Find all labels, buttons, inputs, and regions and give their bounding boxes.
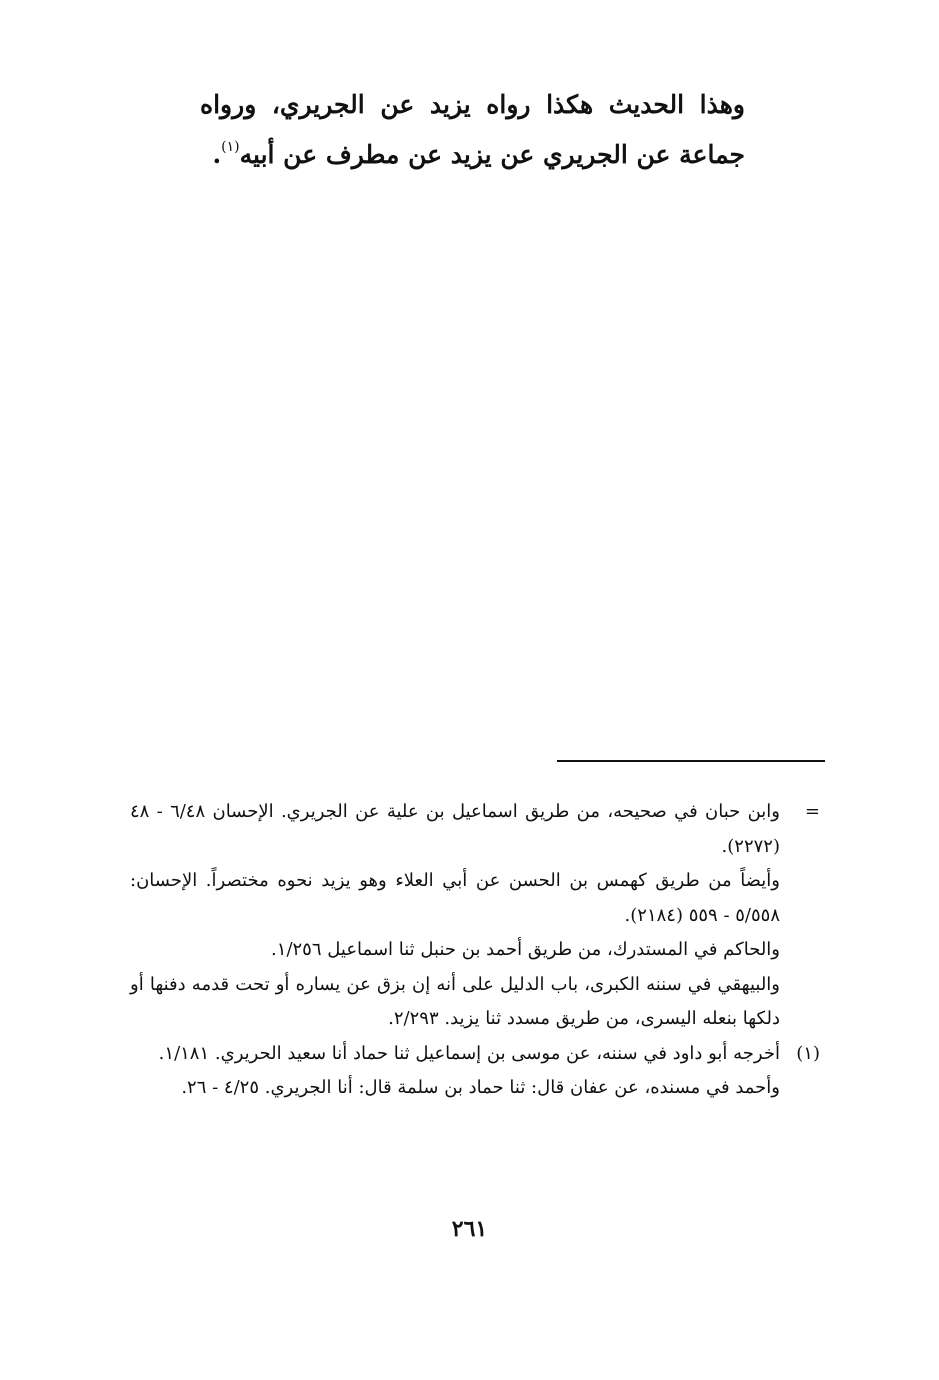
footnote-line: والبيهقي في سننه الكبرى، باب الدليل على أنه إن بزق عن يساره أو تحت قدمه دفنها أو دلكها بنعله اليسرى، من طريق مسدد ثنا يزيد. ٢/٢٩٣. <box>130 973 780 1029</box>
main-text-body: وهذا الحديث هكذا رواه يزيد عن الجريري، ورواه جماعة عن الجريري عن يزيد عن مطرف عن أبيه <box>200 90 745 169</box>
footnote-continuation <box>130 795 820 1037</box>
footnote-1 <box>130 1037 820 1106</box>
footnote-line: وابن حبان في صحيحه، من طريق اسماعيل بن علية عن الجريري. الإحسان ٦/٤٨ - ٤٨ (٢٢٧٢). <box>130 801 780 857</box>
footnote-1-marker: (١) <box>796 1042 820 1064</box>
main-text-paragraph <box>200 80 745 180</box>
footnote-reference[interactable]: (١) <box>221 139 240 155</box>
footnote-line: والحاكم في المستدرك، من طريق أحمد بن حنبل ثنا اسماعيل ١/٢٥٦. <box>271 939 780 960</box>
footnote-line: أخرجه أبو داود في سننه، عن موسى بن إسماعيل ثنا حماد أنا سعيد الحريري. ١/١٨١. <box>158 1042 780 1064</box>
footnote-line: وأحمد في مسنده، عن عفان قال: ثنا حماد بن سلمة قال: أنا الجريري. ٤/٢٥ - ٢٦. <box>181 1077 780 1098</box>
footnote-separator <box>557 760 825 762</box>
continuation-marker: = <box>804 801 820 822</box>
footnote-1-body <box>130 1037 780 1106</box>
page-number: ٢٦١ <box>451 1216 488 1242</box>
main-text-end-punctuation: . <box>212 140 222 169</box>
footnote-line: وأيضاً من طريق كهمس بن الحسن عن أبي العلاء وهو يزيد نحوه مختصراً. الإحسان: ٥/٥٥٨ - ٥٥٩ (٢١٨٤). <box>130 870 780 926</box>
footnote-continuation-body <box>130 795 780 1037</box>
footnotes-section <box>130 795 820 1106</box>
